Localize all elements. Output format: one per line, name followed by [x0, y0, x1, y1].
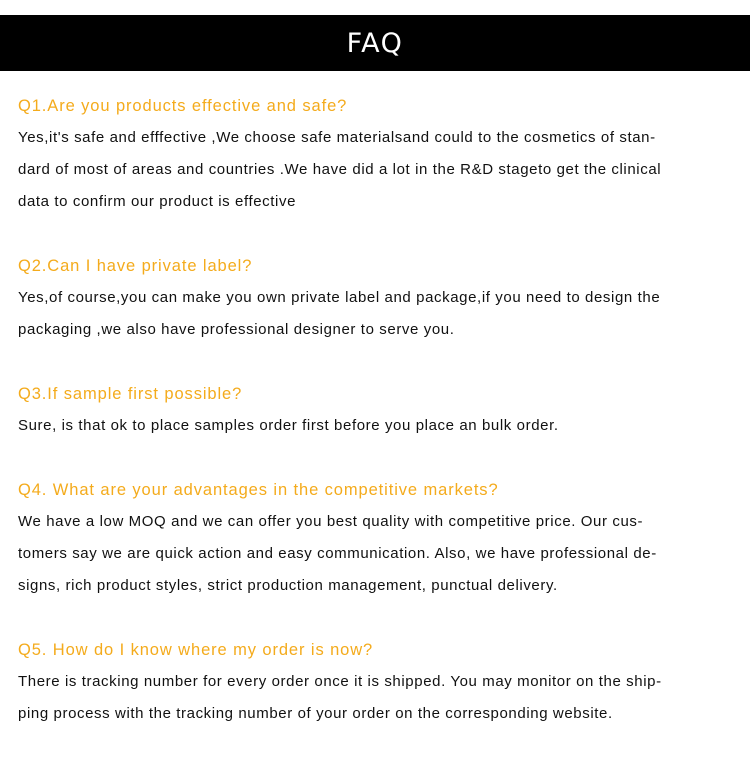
- faq-question-2: Q2.Can I have private label?: [18, 257, 253, 275]
- faq-question-4: Q4. What are your advantages in the competitive markets?: [18, 481, 499, 499]
- faq-answer-4: We have a low MOQ and we can offer you best quality with competitive price. Our cus- tomers say we are quick action and easy communication. Also, we have professional de- signs, rich product styles, strict production management, punctual delivery.: [18, 513, 657, 594]
- faq-list: [18, 90, 730, 730]
- faq-answer-2: Yes,of course,you can make you own private label and package,if you need to design the packaging ,we also have professional designer to serve you.: [18, 289, 661, 338]
- faq-item-4: [18, 474, 730, 602]
- faq-spacer: [18, 218, 730, 250]
- faq-question-5: Q5. How do I know where my order is now?: [18, 641, 374, 659]
- faq-spacer: [18, 346, 730, 378]
- faq-question-1: Q1.Are you products effective and safe?: [18, 97, 348, 115]
- page-title: FAQ: [346, 27, 404, 59]
- faq-answer-5: There is tracking number for every order once it is shipped. You may monitor on the ship- ping process with the tracking number of your order on the corresponding website.: [18, 673, 662, 722]
- faq-header-bar: [0, 15, 750, 71]
- faq-item-3: [18, 378, 730, 442]
- faq-spacer: [18, 442, 730, 474]
- faq-answer-1: Yes,it's safe and efffective ,We choose safe materialsand could to the cosmetics of stan- dard of most of areas and countries .We have did a lot in the R&D stageto get the clinical data to confirm our product is effective: [18, 129, 662, 210]
- faq-answer-3: Sure, is that ok to place samples order first before you place an bulk order.: [18, 417, 559, 434]
- faq-question-3: Q3.If sample first possible?: [18, 385, 243, 403]
- faq-item-1: [18, 90, 730, 218]
- faq-item-5: [18, 634, 730, 730]
- faq-item-2: [18, 250, 730, 346]
- faq-spacer: [18, 602, 730, 634]
